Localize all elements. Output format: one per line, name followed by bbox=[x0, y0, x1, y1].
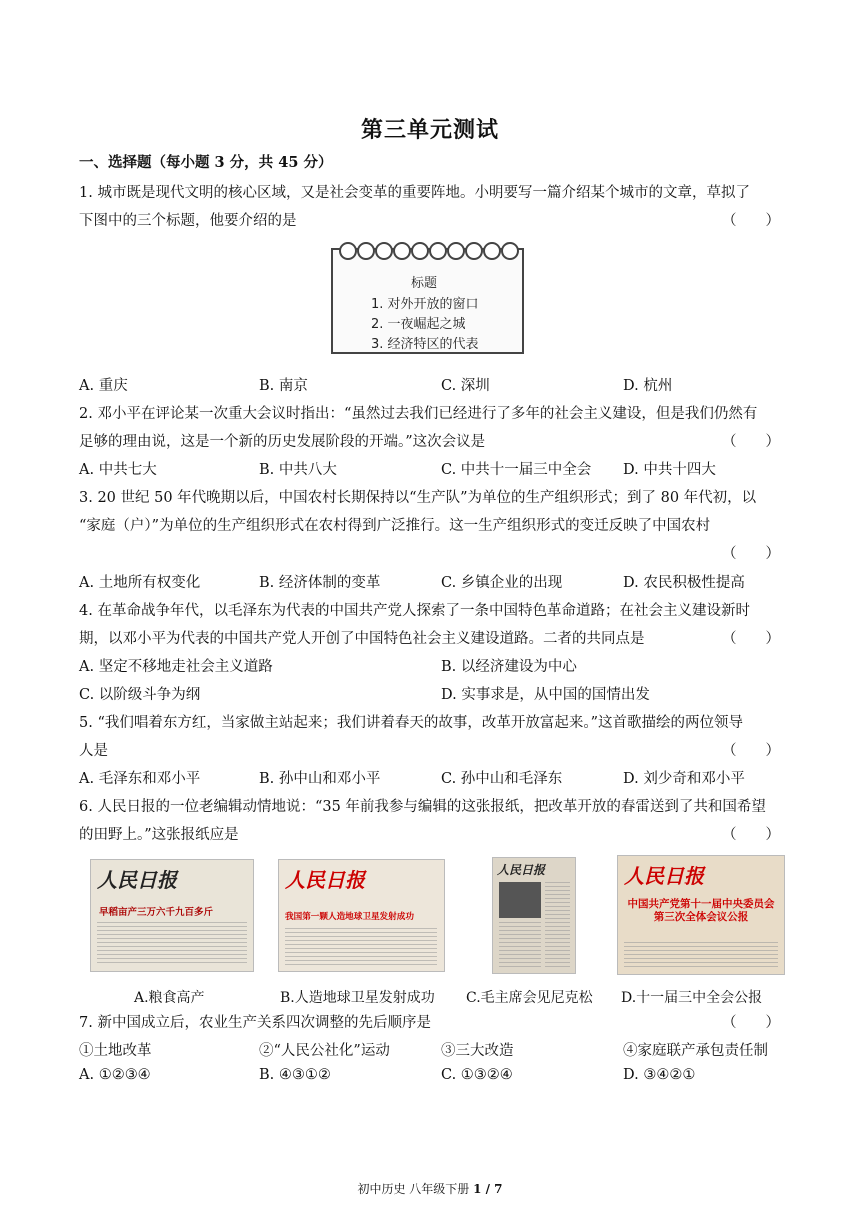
q1-option-c: C. 深圳 bbox=[441, 378, 490, 394]
q1-option-b: B. 南京 bbox=[259, 378, 308, 394]
q4-option-d: D. 实事求是，从中国的国情出发 bbox=[441, 687, 650, 703]
notepad-ring bbox=[501, 242, 519, 260]
page-number: 1 / 7 bbox=[473, 1182, 503, 1196]
newspaper-text-block bbox=[97, 922, 247, 964]
q7-item-4: ④家庭联产承包责任制 bbox=[623, 1043, 768, 1059]
q4-stem-line1: 4. 在革命战争年代，以毛泽东为代表的中国共产党人探索了一条中国特色革命道路；在社会主义建设新时 bbox=[79, 603, 750, 619]
newspaper-image-c bbox=[492, 857, 576, 974]
q7-stem: 7. 新中国成立后，农业生产关系四次调整的先后顺序是 bbox=[79, 1015, 431, 1031]
section-heading: 一、选择题（每小题 3 分，共 45 分） bbox=[79, 154, 333, 171]
q4-option-a: A. 坚定不移地走社会主义道路 bbox=[79, 659, 273, 675]
q7-item-3: ③三大改造 bbox=[441, 1043, 514, 1059]
q1-answer-blank: （ ） bbox=[722, 213, 780, 229]
q1-stem-line1: 1. 城市既是现代文明的核心区域，又是社会变革的重要阵地。小明要写一篇介绍某个城市的文章，草拟了 bbox=[79, 185, 750, 201]
q1-stem-line2: 下图中的三个标题，他要介绍的是 bbox=[79, 213, 297, 229]
q7-option-b: B. ④③①② bbox=[259, 1067, 331, 1083]
q2-stem-line1: 2. 邓小平在评论某一次重大会议时指出：“虽然过去我们已经进行了多年的社会主义建设，但是我们仍然有 bbox=[79, 406, 758, 422]
q2-answer-blank: （ ） bbox=[722, 434, 780, 450]
q1-notepad-figure bbox=[331, 248, 524, 354]
q5-option-a: A. 毛泽东和邓小平 bbox=[79, 771, 201, 787]
newspaper-masthead: 人民日报 bbox=[624, 864, 704, 888]
q1-option-d: D. 杭州 bbox=[623, 378, 673, 394]
notepad-ring bbox=[447, 242, 465, 260]
q5-option-c: C. 孙中山和毛泽东 bbox=[441, 771, 563, 787]
notepad-ring bbox=[393, 242, 411, 260]
q4-stem-line2: 期，以邓小平为代表的中国共产党人开创了中国特色社会主义建设道路。二者的共同点是 bbox=[79, 631, 645, 647]
q5-option-d: D. 刘少奇和邓小平 bbox=[623, 771, 745, 787]
newspaper-text-block bbox=[285, 928, 437, 966]
q3-option-a: A. 土地所有权变化 bbox=[79, 575, 201, 591]
q6-answer-blank: （ ） bbox=[722, 827, 780, 843]
q4-answer-blank: （ ） bbox=[722, 631, 780, 647]
newspaper-masthead: 人民日报 bbox=[497, 863, 546, 877]
newspaper-masthead: 人民日报 bbox=[285, 868, 365, 892]
newspaper-text-block bbox=[545, 882, 570, 968]
q5-option-b: B. 孙中山和邓小平 bbox=[259, 771, 381, 787]
q3-option-b: B. 经济体制的变革 bbox=[259, 575, 381, 591]
q6-option-c: C.毛主席会见尼克松 bbox=[466, 990, 593, 1006]
page-footer bbox=[0, 1180, 860, 1197]
newspaper-text-block bbox=[624, 942, 778, 970]
newspaper-photo bbox=[499, 882, 541, 918]
page-title: 第三单元测试 bbox=[360, 117, 499, 143]
newspaper-masthead: 人民日报 bbox=[97, 868, 177, 892]
newspaper-text-block bbox=[499, 922, 541, 968]
q7-item-1: ①土地改革 bbox=[79, 1043, 152, 1059]
notepad-ring bbox=[465, 242, 483, 260]
q3-option-c: C. 乡镇企业的出现 bbox=[441, 575, 563, 591]
q3-stem-line1: 3. 20 世纪 50 年代晚期以后，中国农村长期保持以“生产队”为单位的生产组织形式；到了 80 年代初，以 bbox=[79, 490, 757, 506]
notepad-item: 2. 一夜崛起之城 bbox=[371, 317, 466, 332]
newspaper-image-b bbox=[278, 859, 445, 972]
q7-option-d: D. ③④②① bbox=[623, 1067, 696, 1083]
newspaper-headline: 中国共产党第十一届中央委员会第三次全体会议公报 bbox=[627, 898, 775, 923]
q5-stem-line1: 5. “我们唱着东方红，当家做主站起来；我们讲着春天的故事，改革开放富起来。”这首歌描绘的两位领导 bbox=[79, 715, 744, 731]
q4-option-b: B. 以经济建设为中心 bbox=[441, 659, 577, 675]
notepad-ring bbox=[411, 242, 429, 260]
footer-text: 初中历史 八年级下册 bbox=[357, 1182, 474, 1196]
notepad-item: 3. 经济特区的代表 bbox=[371, 337, 479, 352]
newspaper-image-d bbox=[617, 855, 785, 975]
q6-option-b: B.人造地球卫星发射成功 bbox=[280, 990, 435, 1006]
notepad-ring bbox=[357, 242, 375, 260]
q7-option-c: C. ①③②④ bbox=[441, 1067, 513, 1083]
notepad-ring bbox=[429, 242, 447, 260]
notepad-ring bbox=[483, 242, 501, 260]
q5-stem-line2: 人是 bbox=[79, 743, 108, 759]
q4-option-c: C. 以阶级斗争为纲 bbox=[79, 687, 201, 703]
q2-option-b: B. 中共八大 bbox=[259, 462, 337, 478]
q6-option-a: A.粮食高产 bbox=[134, 990, 205, 1006]
notepad-ring bbox=[339, 242, 357, 260]
notepad-heading: 标题 bbox=[411, 276, 438, 291]
q2-stem-line2: 足够的理由说，这是一个新的历史发展阶段的开端。”这次会议是 bbox=[79, 434, 486, 450]
notepad-ring bbox=[375, 242, 393, 260]
q7-answer-blank: （ ） bbox=[722, 1015, 780, 1031]
q6-stem-line2: 的田野上。”这张报纸应是 bbox=[79, 827, 239, 843]
newspaper-headline: 我国第一颗人造地球卫星发射成功 bbox=[285, 912, 414, 922]
q3-answer-blank: （ ） bbox=[722, 546, 780, 562]
q6-option-d: D.十一届三中全会公报 bbox=[621, 990, 763, 1006]
q2-option-a: A. 中共七大 bbox=[79, 462, 157, 478]
newspaper-image-a bbox=[90, 859, 254, 972]
q2-option-c: C. 中共十一届三中全会 bbox=[441, 462, 592, 478]
q3-option-d: D. 农民积极性提高 bbox=[623, 575, 745, 591]
q3-stem-line2: “家庭（户）”为单位的生产组织形式在农村得到广泛推行。这一生产组织形式的变迁反映了中国农村 bbox=[79, 518, 711, 534]
q1-option-a: A. 重庆 bbox=[79, 378, 128, 394]
q5-answer-blank: （ ） bbox=[722, 743, 780, 759]
notepad-item: 1. 对外开放的窗口 bbox=[371, 297, 479, 312]
newspaper-headline: 早稻亩产三万六千九百多斤 bbox=[99, 907, 214, 918]
q7-item-2: ②“人民公社化”运动 bbox=[259, 1043, 390, 1059]
q2-option-d: D. 中共十四大 bbox=[623, 462, 716, 478]
q6-stem-line1: 6. 人民日报的一位老编辑动情地说：“35 年前我参与编辑的这张报纸，把改革开放的春雷送到了共和国希望 bbox=[79, 799, 766, 815]
q7-option-a: A. ①②③④ bbox=[79, 1067, 151, 1083]
